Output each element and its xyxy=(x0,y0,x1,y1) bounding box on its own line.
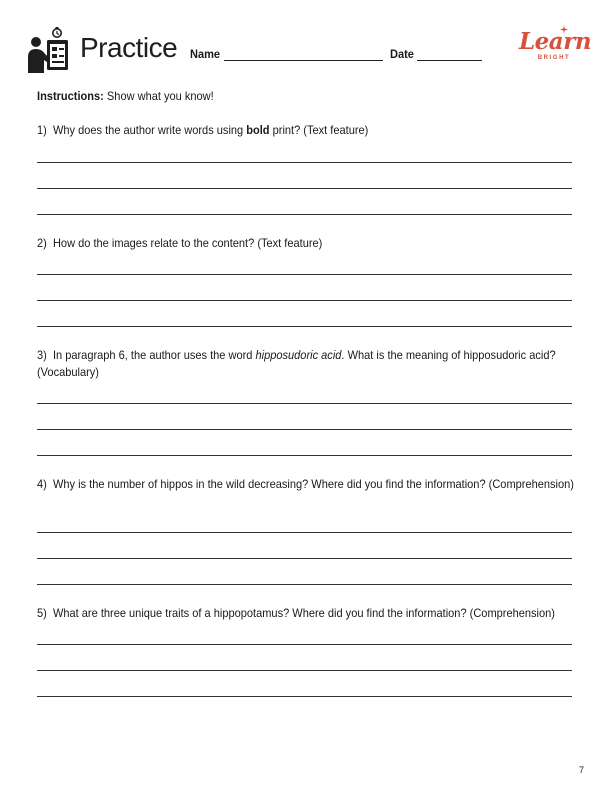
page-number: 7 xyxy=(579,765,585,775)
answer-line[interactable] xyxy=(37,429,572,430)
answer-line[interactable] xyxy=(37,644,572,645)
teacher-clipboard-icon xyxy=(26,27,74,75)
answer-line[interactable] xyxy=(37,558,572,559)
logo-wordmark: Learn xyxy=(519,28,592,55)
answer-line[interactable] xyxy=(37,162,572,163)
answer-line[interactable] xyxy=(37,188,572,189)
date-label: Date xyxy=(390,47,414,61)
page-title: Practice xyxy=(80,32,178,63)
answer-line[interactable] xyxy=(37,532,572,533)
answer-line[interactable] xyxy=(37,300,572,301)
question-1: 1) Why does the author write words using bold print? (Text feature) xyxy=(37,123,369,137)
instructions-label: Instructions: xyxy=(37,89,104,103)
question-4: 4) Why is the number of hippos in the wild decreasing? Where did you find the information? (Comprehension) xyxy=(37,477,574,491)
question-3: 3) In paragraph 6, the author uses the word hipposudoric acid. What is the meaning of hipposudoric acid? (Vocabulary) xyxy=(37,348,556,379)
answer-line[interactable] xyxy=(37,274,572,275)
name-field[interactable] xyxy=(224,60,383,61)
answer-line[interactable] xyxy=(37,696,572,697)
answer-line[interactable] xyxy=(37,670,572,671)
answer-line[interactable] xyxy=(37,214,572,215)
question-5: 5) What are three unique traits of a hippopotamus? Where did you find the information? (Comprehension) xyxy=(37,606,555,620)
answer-line[interactable] xyxy=(37,455,572,456)
instructions-text: Show what you know! xyxy=(106,89,214,103)
answer-line[interactable] xyxy=(37,326,572,327)
logo-subtext: BRIGHT xyxy=(537,55,571,61)
date-field[interactable] xyxy=(417,60,482,61)
instructions xyxy=(37,89,214,103)
question-2: 2) How do the images relate to the content? (Text feature) xyxy=(37,236,323,250)
answer-line[interactable] xyxy=(37,584,572,585)
name-label: Name xyxy=(190,47,221,61)
learn-bright-logo xyxy=(519,28,592,70)
answer-line[interactable] xyxy=(37,403,572,404)
